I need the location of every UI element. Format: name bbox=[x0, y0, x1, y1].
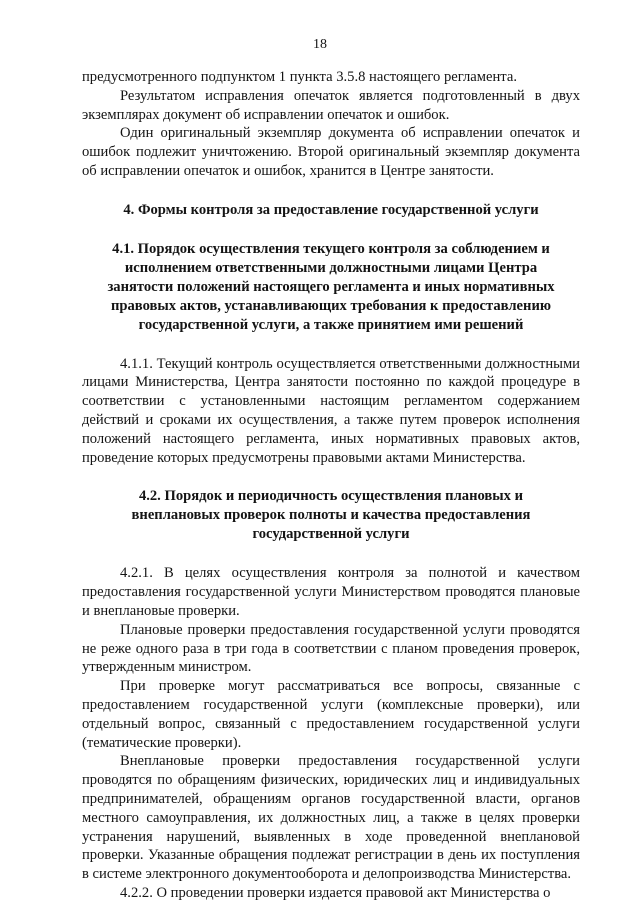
paragraph-planned-checks: Плановые проверки предоставления государственной услуги проводятся не реже одного раза в три года в соответствии с планом проведения проверок, утвержденным министром. bbox=[82, 621, 580, 676]
paragraph-result: Результатом исправления опечаток является подготовленный в двух экземплярах документ об исправлении опечаток и ошибок. bbox=[82, 87, 580, 123]
spacer bbox=[82, 220, 580, 240]
page-content bbox=[82, 68, 580, 903]
paragraph-continuation: предусмотренного подпунктом 1 пункта 3.5.8 настоящего регламента. bbox=[82, 69, 517, 85]
paragraph-original-copy: Один оригинальный экземпляр документа об исправлении опечаток и ошибок подлежит уничтожению. Второй оригинальный экземпляр документа об исправлении опечаток и ошибок, хранится в Центре занятости. bbox=[82, 125, 580, 179]
page-number: 18 bbox=[313, 37, 327, 52]
section-4-2-heading: 4.2. Порядок и периодичность осуществления плановых и внеплановых проверок полноты и качества предоставления государственной услуги bbox=[131, 488, 531, 543]
paragraph-check-scope: При проверке могут рассматриваться все вопросы, связанные с предоставлением государственной услуги (комплексные проверки), или отдельный вопрос, связанный с предоставлением государственной услуги (тематические проверки). bbox=[82, 678, 580, 751]
paragraph-unscheduled-checks: Внеплановые проверки предоставления государственной услуги проводятся по обращениям физических, юридических лиц и индивидуальных предпринимателей, обращениям органов государственной власти, органов местного самоуправления, их должностных лиц, а также в целях проверки устранения нарушений, выявленных в ходе проведенной внеплановой проверки. Указанные обращения подлежат регистрации в день их поступления в системе электронного документооборота и делопроизводства Министерства. bbox=[82, 753, 580, 883]
paragraph-4-1-1: 4.1.1. Текущий контроль осуществляется ответственными должностными лицами Министерства, Центра занятости постоянно по каждой процедуре в соответствии с установленными настоящим регламентом содержанием действий и сроками их осуществления, а также путем проверок исполнения положений настоящего регламента, иных нормативных правовых актов, проведение которых предусмотрены правовыми актами Министерства. bbox=[82, 355, 580, 466]
spacer bbox=[82, 467, 580, 487]
paragraph-4-2-1: 4.2.1. В целях осуществления контроля за полнотой и качеством предоставления государственной услуги Министерством проводятся плановые и внеплановые проверки. bbox=[82, 565, 580, 619]
section-4-1-heading: 4.1. Порядок осуществления текущего контроля за соблюдением и исполнением ответственными должностными лицами Центра занятости положений настоящего регламента и иных нормативных правовых актов, устанавливающих требования к предоставлению государственной услуги, а также принятием ими решений bbox=[107, 240, 555, 333]
section-4-heading: 4. Формы контроля за предоставление государственной услуги bbox=[123, 201, 539, 218]
spacer bbox=[82, 181, 580, 201]
spacer bbox=[82, 544, 580, 564]
spacer bbox=[82, 335, 580, 355]
paragraph-4-2-2: 4.2.2. О проведении проверки издается правовой акт Министерства о bbox=[120, 884, 551, 901]
